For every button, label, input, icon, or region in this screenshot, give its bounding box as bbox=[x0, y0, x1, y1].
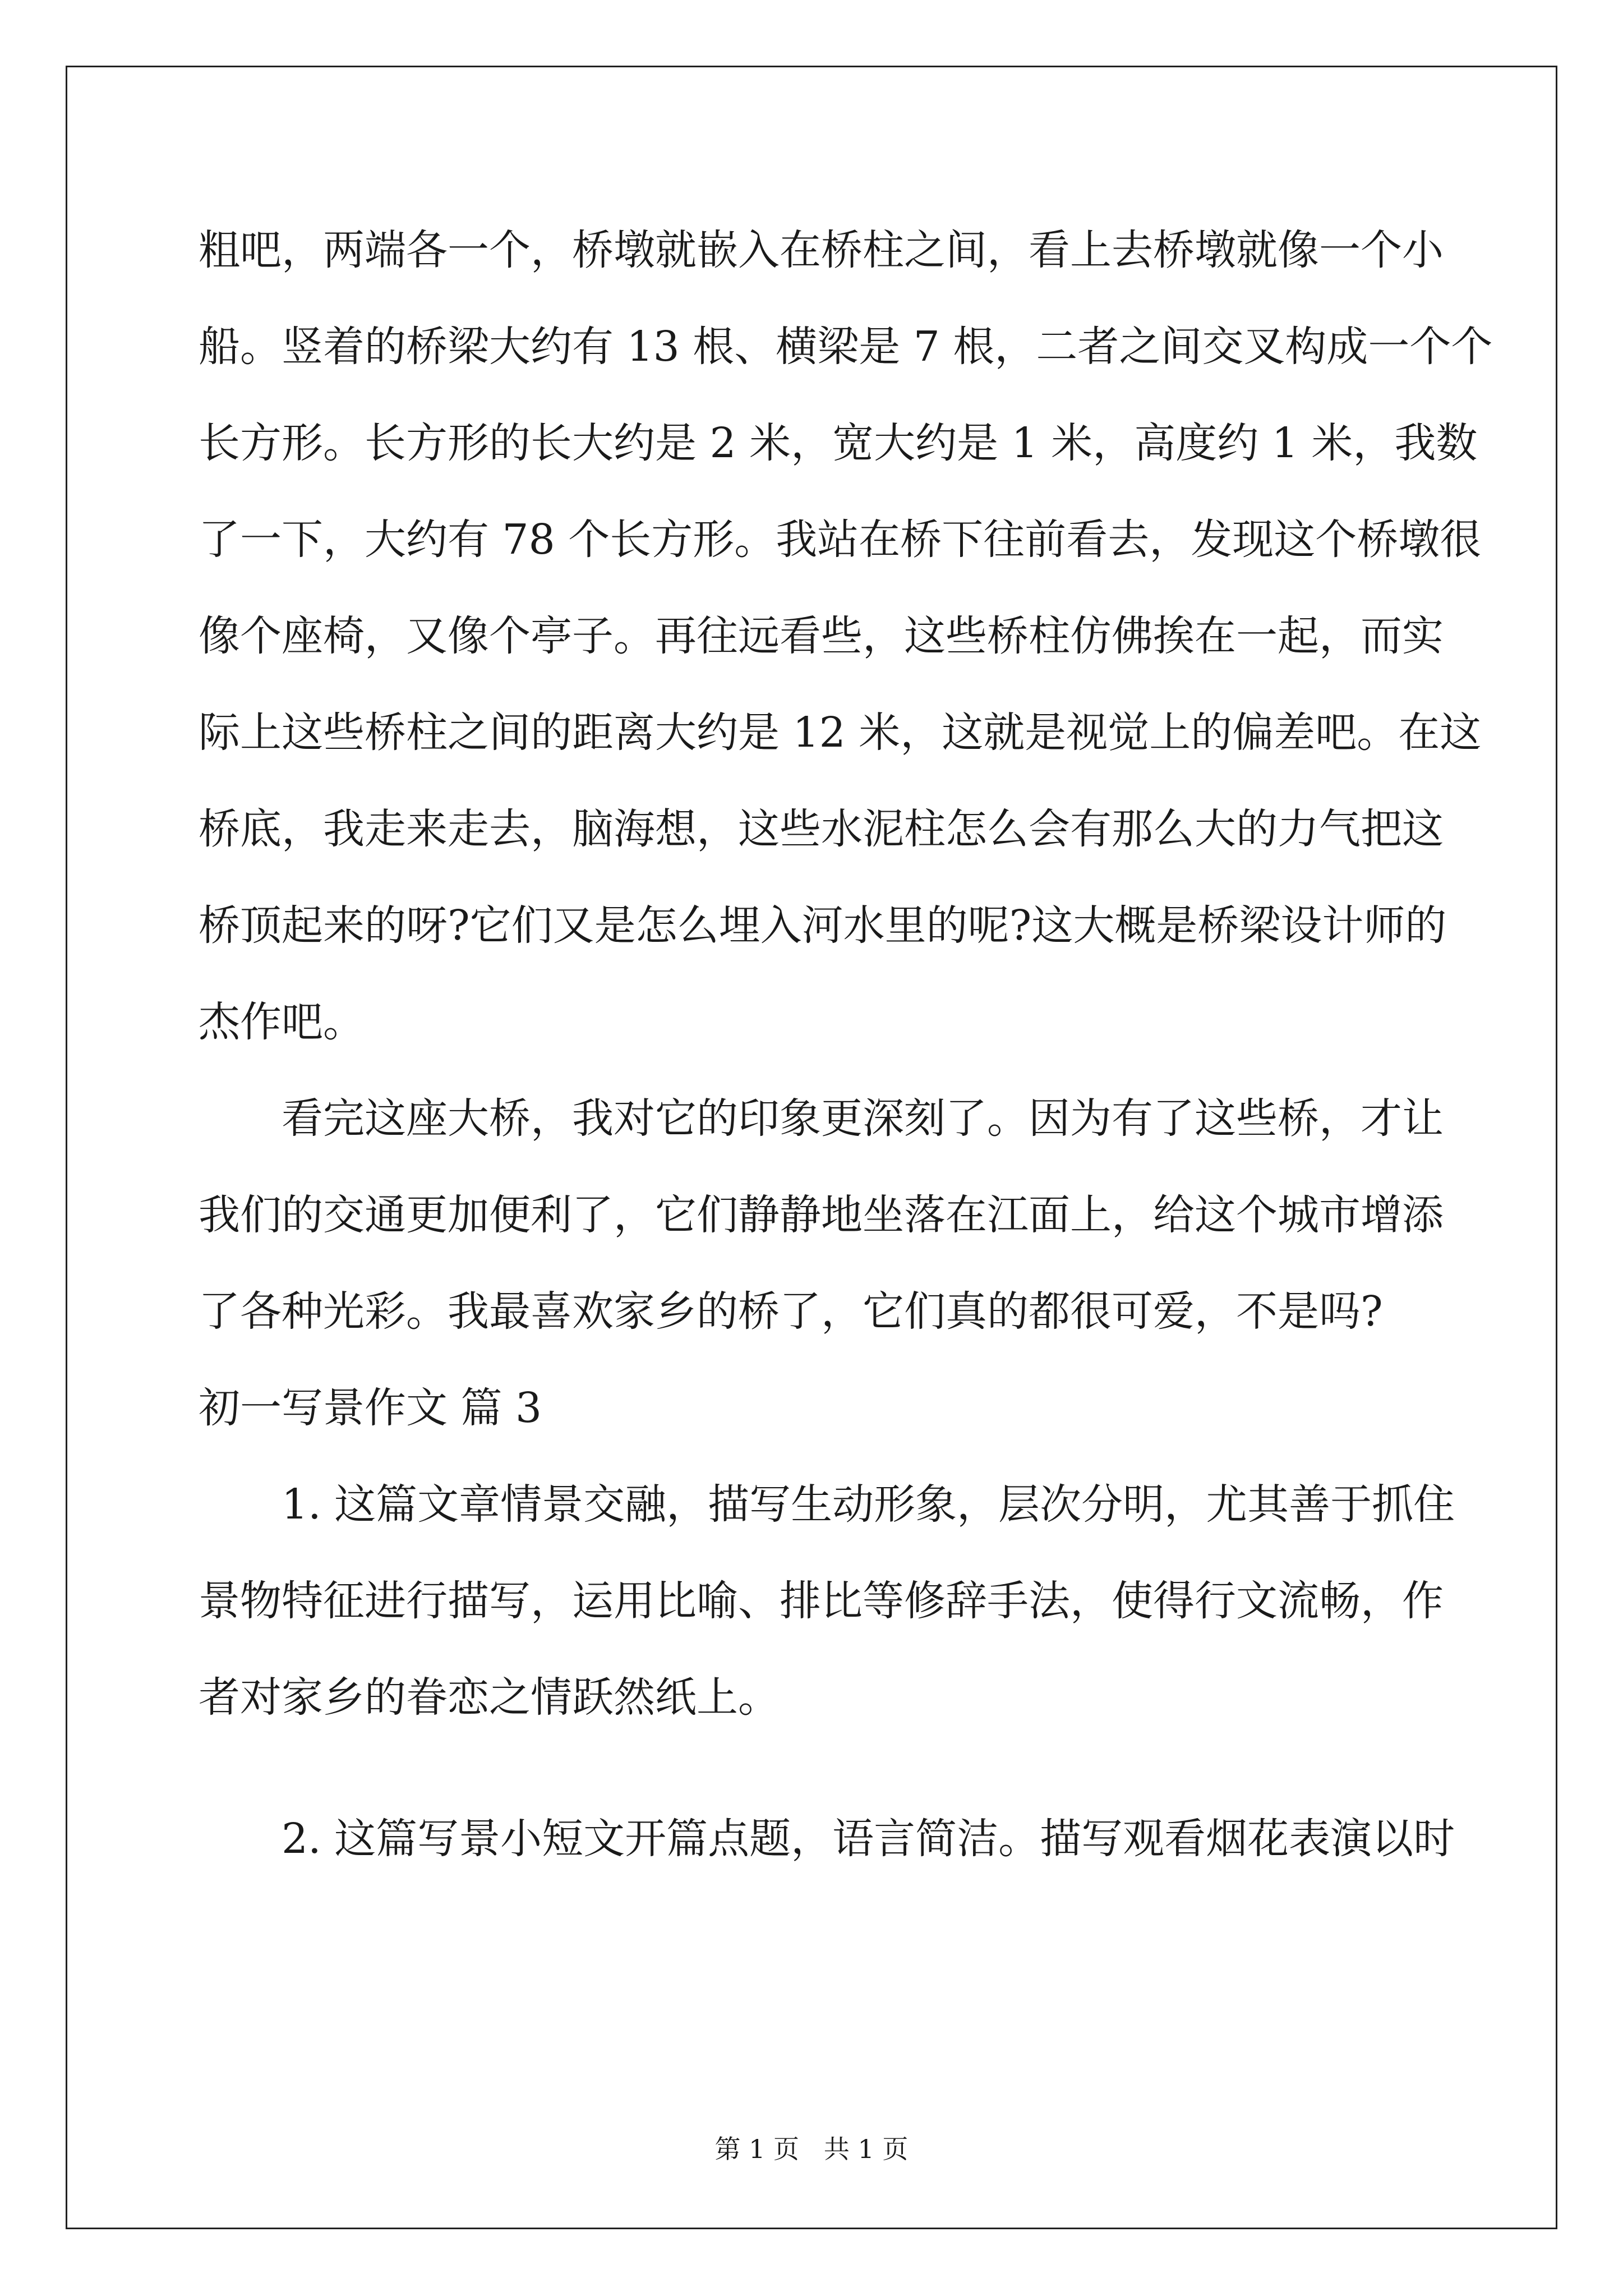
text-line: 桥底，我走来走去，脑海想，这些水泥柱怎么会有那么大的力气把这 bbox=[199, 805, 1444, 853]
section-heading: 初一写景作文 篇 3 bbox=[199, 1384, 542, 1432]
paragraph-gap bbox=[199, 1746, 1427, 1791]
text-line: 像个座椅，又像个亭子。再往远看些，这些桥柱仿佛挨在一起，而实 bbox=[199, 612, 1444, 660]
text-line: 长方形。长方形的长大约是 2 米，宽大约是 1 米，高度约 1 米，我数 bbox=[199, 419, 1478, 467]
text-line: 际上这些桥柱之间的距离大约是 12 米，这就是视觉上的偏差吧。在这 bbox=[199, 708, 1482, 757]
text-line: 了各种光彩。我最喜欢家乡的桥了，它们真的都很可爱，不是吗? bbox=[199, 1287, 1383, 1336]
page-footer: 第 1 页 共 1 页 bbox=[714, 2134, 909, 2164]
text-line: 2. 这篇写景小短文开篇点题，语言简洁。描写观看烟花表演以时 bbox=[199, 1815, 1455, 1863]
text-line: 看完这座大桥，我对它的印象更深刻了。因为有了这些桥，才让 bbox=[199, 1094, 1444, 1143]
text-line: 杰作吧。 bbox=[199, 998, 365, 1046]
text-line: 粗吧，两端各一个，桥墩就嵌入在桥柱之间，看上去桥墩就像一个小 bbox=[199, 226, 1444, 274]
text-line: 我们的交通更加便利了，它们静静地坐落在江面上，给这个城市增添 bbox=[199, 1191, 1444, 1239]
text-line: 了一下，大约有 78 个长方形。我站在桥下往前看去，发现这个桥墩很 bbox=[199, 516, 1482, 564]
text-line: 桥顶起来的呀?它们又是怎么埋入河水里的呢?这大概是桥梁设计师的 bbox=[199, 901, 1447, 950]
text-line: 1. 这篇文章情景交融，描写生动形象，层次分明，尤其善于抓住 bbox=[199, 1480, 1455, 1529]
text-line: 者对家乡的眷恋之情跃然纸上。 bbox=[199, 1673, 780, 1722]
text-line: 景物特征进行描写，运用比喻、排比等修辞手法，使得行文流畅，作 bbox=[199, 1577, 1444, 1625]
document-body bbox=[199, 202, 1493, 1887]
text-line: 船。竖着的桥梁大约有 13 根、横梁是 7 根，二者之间交叉构成一个个 bbox=[199, 323, 1493, 371]
